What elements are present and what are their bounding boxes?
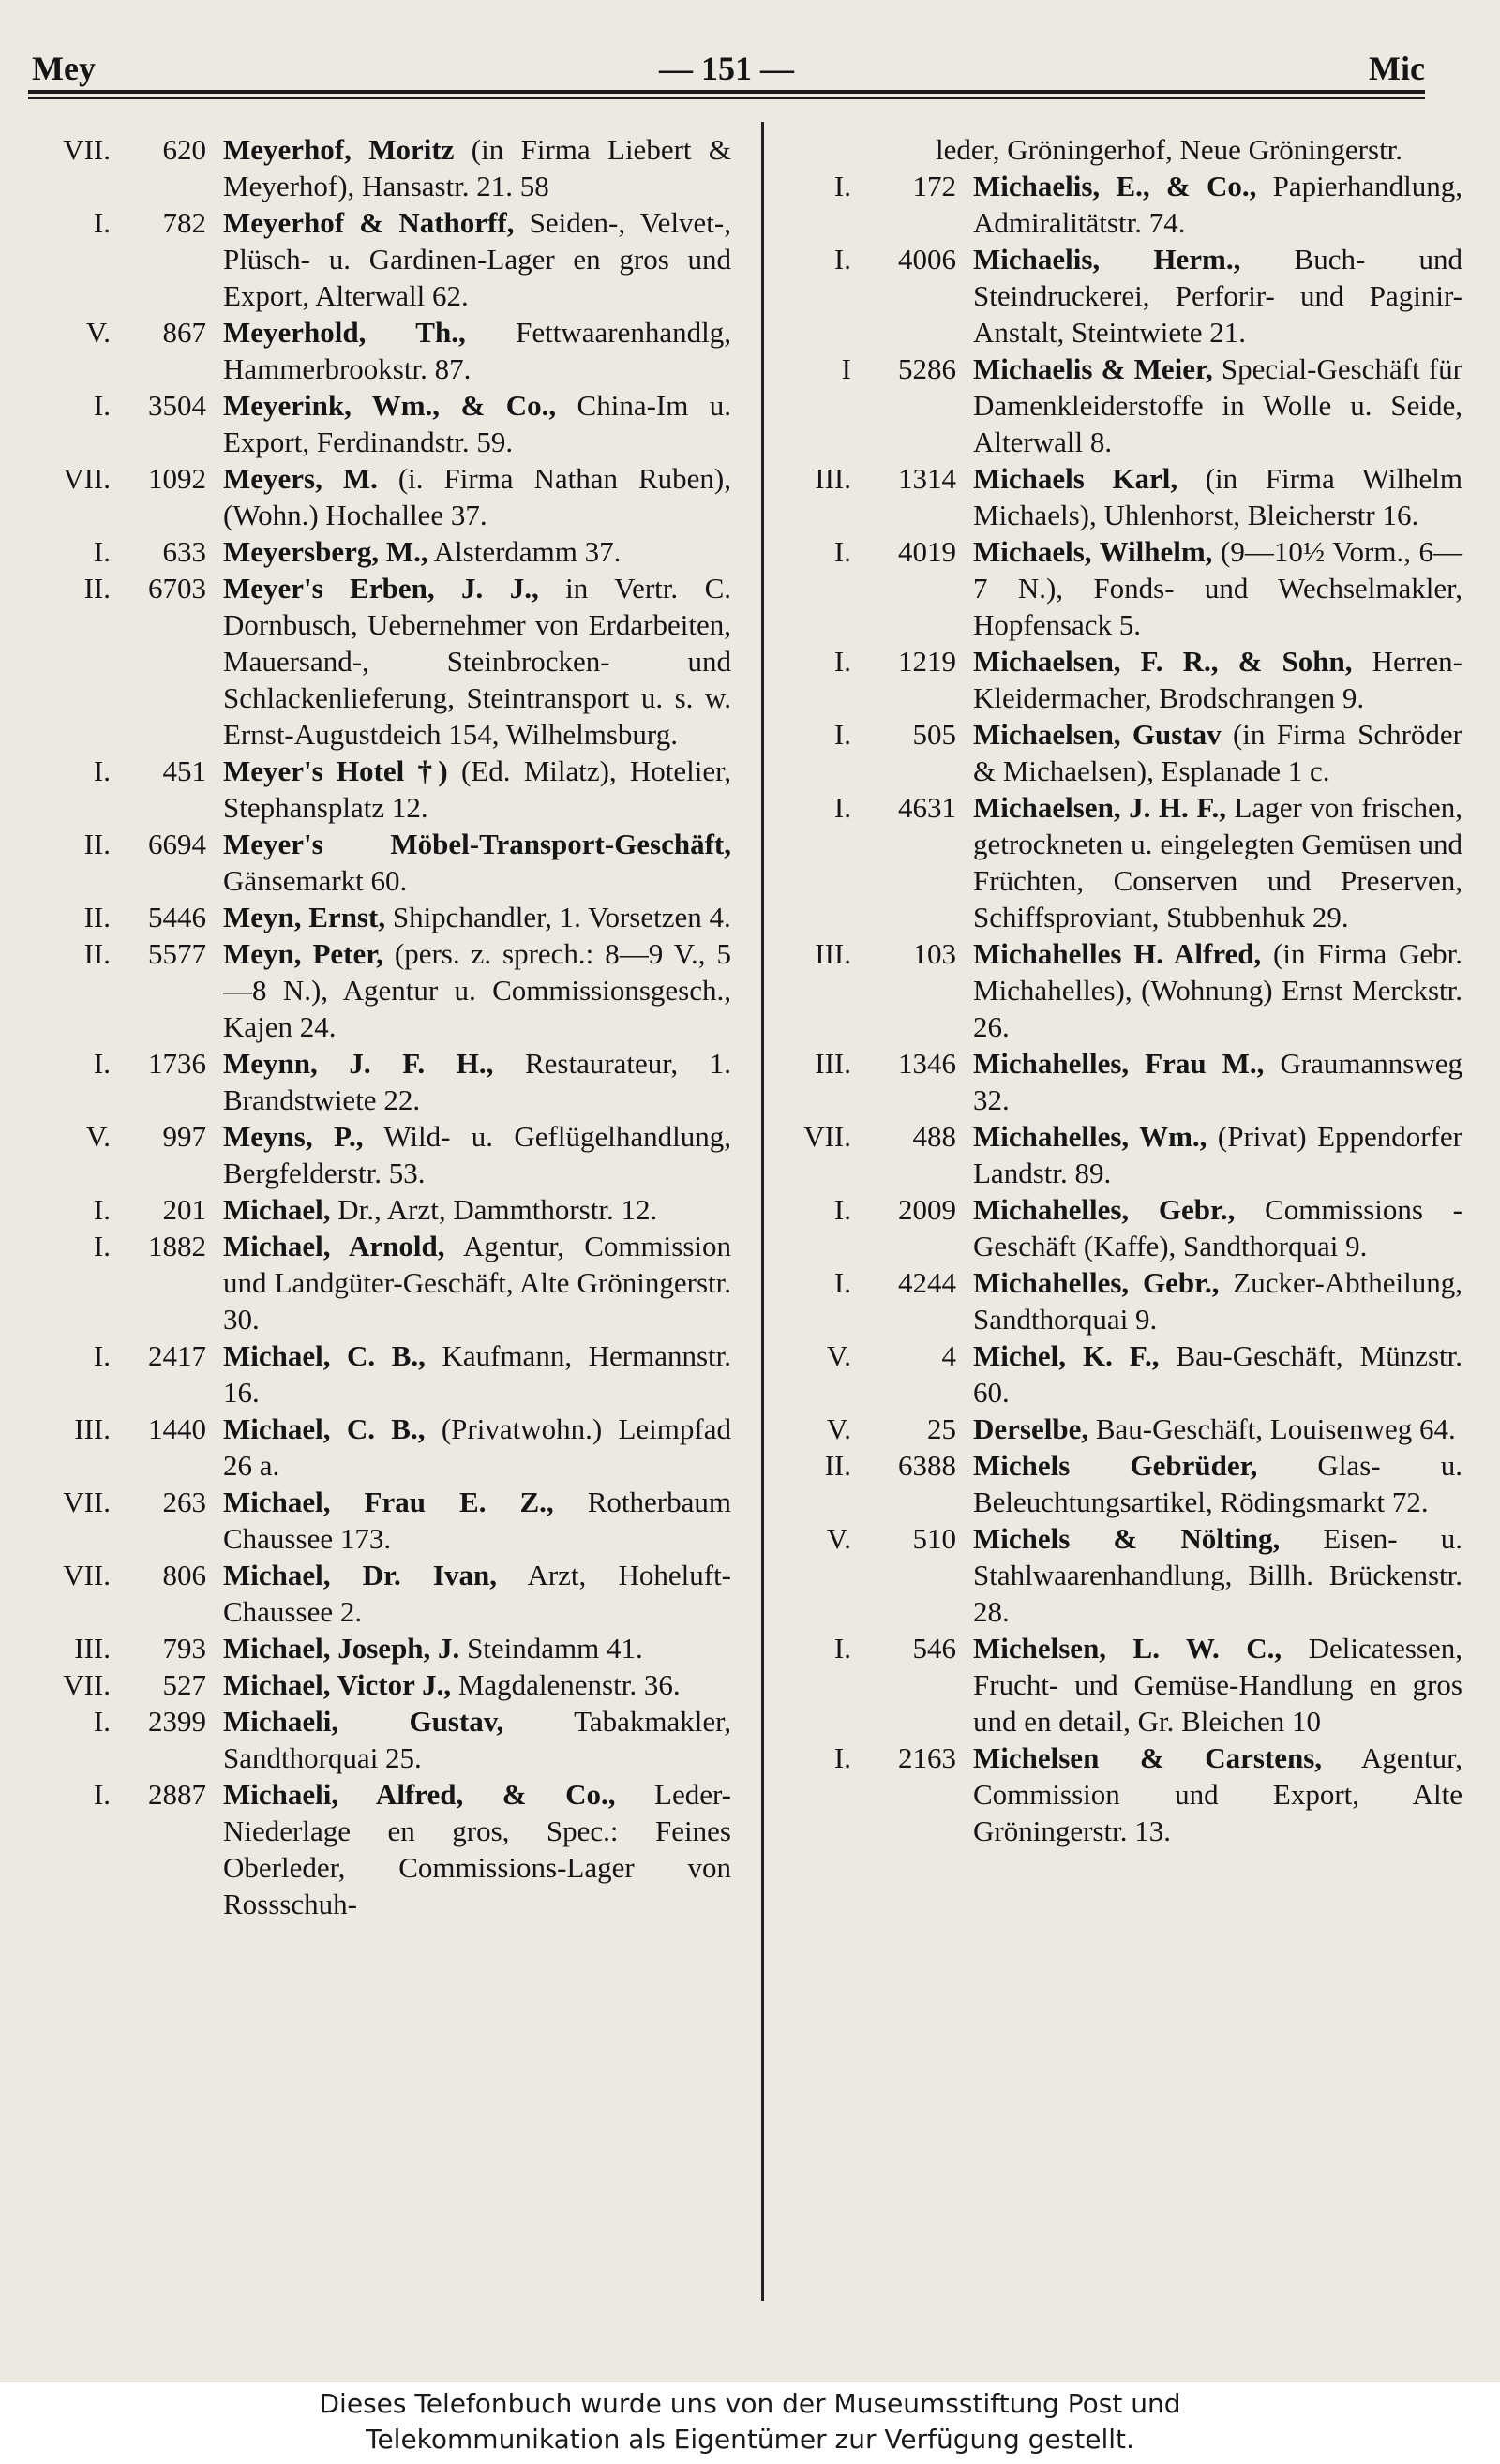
entry-phone-number: 1092 (148, 462, 206, 495)
directory-entry (26, 1666, 731, 1703)
entry-name: Michael, Arnold, (223, 1230, 445, 1262)
entry-text (223, 935, 731, 1045)
entry-district: III. (74, 1632, 111, 1665)
entry-name: Meyer's Hotel †) (223, 754, 448, 787)
entry-name: Meyer's Möbel-Transport-Geschäft, (223, 828, 731, 860)
directory-entry (26, 1118, 731, 1191)
entry-phone-number: 510 (912, 1522, 956, 1555)
entry-name: Michaelsen, Gustav (973, 718, 1222, 751)
entry-name: Michelsen, L. W. C., (973, 1632, 1282, 1665)
entry-district: I. (833, 170, 851, 202)
directory-entry (26, 753, 731, 826)
entry-text (973, 1411, 1462, 1447)
entry-phone-number: 4019 (898, 535, 956, 568)
entry-text (223, 1776, 731, 1922)
entry-name: Meyerhold, Th., (223, 316, 466, 349)
entry-district: II. (83, 572, 111, 605)
entry-name: Michaeli, Gustav, (223, 1705, 504, 1738)
entry-details: Rotherbaum Chaussee 173. (223, 1486, 731, 1555)
entry-district: I. (833, 1193, 851, 1226)
entry-text (973, 460, 1462, 533)
page-header (28, 41, 1425, 94)
entry-phone-number: 620 (162, 133, 206, 166)
entry-text (973, 1337, 1462, 1411)
entry-phone-number: 782 (162, 206, 206, 239)
entry-district: I. (93, 754, 111, 787)
entry-text (973, 1520, 1462, 1630)
entry-district: V. (826, 1412, 851, 1445)
entry-phone-number: 263 (162, 1486, 206, 1518)
entry-details: (pers. z. sprech.: 8—9 V., 5—8 N.), Agentur u. Commissionsgesch., Kajen 24. (223, 937, 731, 1043)
directory-entry (26, 826, 731, 899)
entry-details: Eisen- u. Stahlwaarenhandlung, Billh. Brückenstr. 28. (973, 1522, 1462, 1628)
entry-text (223, 1703, 731, 1776)
directory-entry (778, 1264, 1462, 1337)
entry-phone-number: 172 (912, 170, 956, 202)
entry-details: (Privatwohn.) Leimpfad 26 a. (223, 1412, 731, 1482)
entry-details: Tabakmakler, Sandthorquai 25. (223, 1705, 732, 1774)
entry-name: Meyer's Erben, J. J., (223, 572, 539, 605)
entry-phone-number: 1882 (148, 1230, 206, 1262)
entry-name: Michahelles, Gebr., (973, 1266, 1220, 1299)
entry-name: Michael, Victor J., (223, 1668, 452, 1701)
entry-district: V. (85, 316, 111, 349)
entry-name: Michel, K. F., (973, 1339, 1160, 1372)
entry-phone-number: 2399 (148, 1705, 206, 1738)
entry-district: VII. (803, 1120, 851, 1153)
entry-text (223, 204, 731, 314)
entry-details: Commissions - Geschäft (Kaffe), Sandthorquai 9. (973, 1193, 1462, 1262)
entry-name: Derselbe, (973, 1412, 1089, 1445)
entry-district: I. (833, 1632, 851, 1665)
entry-details: Agentur, Commission und Export, Alte Gröningerstr. 13. (973, 1741, 1462, 1847)
entry-text (973, 351, 1462, 460)
entry-details: Gänsemarkt 60. (223, 864, 408, 897)
entry-text (223, 1557, 731, 1630)
entry-text (223, 899, 731, 935)
entry-name: Michael, Frau E. Z., (223, 1486, 554, 1518)
entry-name: Meyerhof, Moritz (223, 133, 455, 166)
entry-phone-number: 997 (162, 1120, 206, 1153)
entry-text (223, 460, 731, 533)
directory-entry (778, 935, 1462, 1045)
entry-text (223, 1118, 731, 1191)
column-divider (761, 122, 764, 2301)
entry-district: I. (833, 243, 851, 276)
entry-details: Zucker-Abtheilung, Sandthorquai 9. (973, 1266, 1463, 1336)
entry-name: Michaelis, E., & Co., (973, 170, 1257, 202)
entry-text (223, 1228, 731, 1337)
entry-phone-number: 806 (162, 1559, 206, 1591)
entry-details: Alsterdamm 37. (428, 535, 622, 568)
entry-phone-number: 867 (162, 316, 206, 349)
entry-phone-number: 201 (162, 1193, 206, 1226)
entry-details: (in Firma Gebr. Michahelles), (Wohnung) Ernst Merckstr. 26. (973, 937, 1462, 1043)
entry-phone-number: 4631 (898, 791, 956, 824)
entry-details: Dr., Arzt, Dammthorstr. 12. (330, 1193, 658, 1226)
entry-details: Glas- u. Beleuchtungsartikel, Rödingsmarkt 72. (973, 1449, 1462, 1518)
entry-text (973, 1630, 1462, 1740)
entry-details: Shipchandler, 1. Vorsetzen 4. (385, 901, 731, 933)
entry-details: Seiden-, Velvet-, Plüsch- u. Gardinen-Lager en gros und Export, Alterwall 62. (223, 206, 731, 312)
directory-entry (26, 533, 731, 570)
entry-district: VII. (63, 1486, 111, 1518)
header-left-keyword: Mey (32, 50, 96, 87)
entry-text (223, 1045, 731, 1118)
entry-name: Michaelis, Herm., (973, 243, 1241, 276)
entry-text (973, 1447, 1462, 1520)
directory-entry (26, 1337, 731, 1411)
entry-details: (Ed. Milatz), Hotelier, Stephansplatz 12. (223, 754, 731, 824)
continued-entry-text: leder, Gröningerhof, Neue Gröningerstr. (936, 133, 1403, 166)
entry-name: Michael, Dr. Ivan, (223, 1559, 497, 1591)
entry-name: Michael, C. B., (223, 1412, 426, 1445)
entry-name: Michahelles, Wm., (973, 1120, 1208, 1153)
directory-entry (26, 1630, 731, 1666)
entry-details: Graumannsweg 32. (973, 1047, 1462, 1116)
directory-entry (26, 1045, 731, 1118)
entry-district: I. (833, 1741, 851, 1774)
directory-entry (26, 314, 731, 387)
entry-text (223, 570, 731, 753)
entry-text (223, 753, 731, 826)
entry-name: Michaelis & Meier, (973, 352, 1213, 385)
entry-phone-number: 1219 (898, 645, 956, 678)
entry-details: Bau-Geschäft, Louisenweg 64. (1088, 1412, 1456, 1445)
entry-phone-number: 6703 (148, 572, 206, 605)
entry-text (223, 387, 731, 460)
entry-details: (in Firma Wilhelm Michaels), Uhlenhorst, Bleicherstr 16. (973, 462, 1463, 531)
entry-district: III. (74, 1412, 111, 1445)
entry-district: I. (833, 645, 851, 678)
entry-district: I. (833, 718, 851, 751)
directory-entry (26, 899, 731, 935)
entry-details: Delicatessen, Frucht- und Gemüse-Handlung en gros und en detail, Gr. Bleichen 10 (973, 1632, 1462, 1738)
entry-name: Michahelles, Gebr., (973, 1193, 1236, 1226)
entry-name: Michelsen & Carstens, (973, 1741, 1323, 1774)
entry-details: Wild- u. Geflügelhandlung, Bergfelderstr. 53. (223, 1120, 731, 1189)
entry-name: Michahelles, Frau M., (973, 1047, 1265, 1080)
directory-entry (778, 1520, 1462, 1630)
entry-details: Papierhandlung, Admiralitätstr. 74. (973, 170, 1462, 239)
entry-district: II. (824, 1449, 851, 1482)
entry-text (223, 131, 731, 204)
footer-line-2: Telekommunikation als Eigentümer zur Verfügung gestellt. (366, 2424, 1134, 2455)
left-column (26, 131, 731, 1922)
entry-name: Michels & Nölting, (973, 1522, 1281, 1555)
entry-district: I. (833, 1266, 851, 1299)
entry-district: I. (93, 1230, 111, 1262)
entry-name: Meyn, Ernst, (223, 901, 386, 933)
entry-name: Meyerhof & Nathorff, (223, 206, 515, 239)
entry-details: (i. Firma Nathan Ruben), (Wohn.) Hochallee 37. (223, 462, 731, 531)
header-right-keyword: Mic (1369, 50, 1425, 87)
entry-details: Lager von frischen, getrockneten u. eingelegten Gemüsen und Früchten, Conserven und Preserven, Schiffsproviant, Stubbenhuk 29. (973, 791, 1463, 933)
entry-details: Herren-Kleidermacher, Brodschrangen 9. (973, 645, 1462, 714)
entry-name: Michaeli, Alfred, & Co., (223, 1778, 616, 1811)
entry-district: I. (93, 1047, 111, 1080)
entry-name: Meynn, J. F. H., (223, 1047, 494, 1080)
entry-phone-number: 25 (927, 1412, 956, 1445)
entry-name: Meyersberg, M., (223, 535, 428, 568)
directory-entry (778, 716, 1462, 789)
entry-district: V. (85, 1120, 111, 1153)
entry-text (973, 1740, 1462, 1849)
directory-entry (778, 1337, 1462, 1411)
entry-name: Meyns, P., (223, 1120, 364, 1153)
directory-entry (26, 570, 731, 753)
entry-phone-number: 488 (912, 1120, 956, 1153)
entry-text (973, 935, 1462, 1045)
entry-district: VII. (63, 1559, 111, 1591)
entry-text (973, 789, 1462, 935)
entry-text (973, 1191, 1462, 1264)
entry-phone-number: 527 (162, 1668, 206, 1701)
directory-entry (26, 935, 731, 1045)
header-rule (28, 90, 1425, 94)
entry-details: Steindamm 41. (459, 1632, 643, 1665)
entry-text (223, 533, 731, 570)
directory-entry (26, 131, 731, 204)
directory-entry (26, 1703, 731, 1776)
entry-phone-number: 793 (162, 1632, 206, 1665)
directory-entry (778, 1191, 1462, 1264)
directory-entry (26, 1228, 731, 1337)
entry-name: Michahelles H. Alfred, (973, 937, 1262, 970)
entry-name: Meyn, Peter, (223, 937, 383, 970)
entry-phone-number: 1314 (898, 462, 956, 495)
directory-entry (26, 204, 731, 314)
entry-text (223, 1411, 731, 1484)
entry-district: I. (93, 1339, 111, 1372)
entry-phone-number: 451 (162, 754, 206, 787)
directory-entry (778, 643, 1462, 716)
entry-details: Bau-Geschäft, Münzstr. 60. (973, 1339, 1462, 1409)
entry-name: Michael, C. B., (223, 1339, 426, 1372)
entry-details: Arzt, Hoheluft-Chaussee 2. (223, 1559, 731, 1628)
entry-name: Meyers, M. (223, 462, 378, 495)
entry-phone-number: 2009 (898, 1193, 956, 1226)
entry-details: Special-Geschäft für Damenkleiderstoffe in Wolle u. Seide, Alterwall 8. (973, 352, 1462, 458)
entry-name: Michaelsen, J. H. F., (973, 791, 1226, 824)
entry-details: in Vertr. C. Dornbusch, Uebernehmer von Erdarbeiten, Mauersand-, Steinbrocken- und Schlackenlieferung, Steintransport u. s. w. Ernst-Augustdeich 154, Wilhelmsburg. (223, 572, 731, 751)
footer-line-1: Dieses Telefonbuch wurde uns von der Museumsstiftung Post und (319, 2388, 1181, 2419)
entry-phone-number: 4244 (898, 1266, 956, 1299)
entry-phone-number: 103 (912, 937, 956, 970)
entry-phone-number: 1346 (898, 1047, 956, 1080)
entry-details: China-Im u. Export, Ferdinandstr. 59. (223, 389, 731, 458)
entry-details: (Privat) Eppendorfer Landstr. 89. (973, 1120, 1462, 1189)
entry-name: Michaelsen, F. R., & Sohn, (973, 645, 1353, 678)
entry-phone-number: 5446 (148, 901, 206, 933)
entry-district: I. (93, 1705, 111, 1738)
entry-details: (9—10½ Vorm., 6—7 N.), Fonds- und Wechselmakler, Hopfensack 5. (973, 535, 1463, 641)
directory-entry (26, 1557, 731, 1630)
directory-entry (778, 1630, 1462, 1740)
entry-phone-number: 5577 (148, 937, 206, 970)
entry-phone-number: 4 (941, 1339, 956, 1372)
directory-entry (778, 1411, 1462, 1447)
entry-district: I. (93, 389, 111, 422)
entry-name: Michael, Joseph, J. (223, 1632, 460, 1665)
entry-phone-number: 2163 (898, 1741, 956, 1774)
entry-name: Michaels Karl, (973, 462, 1178, 495)
entry-text (973, 716, 1462, 789)
directory-entry (778, 789, 1462, 935)
entry-text (973, 241, 1462, 351)
entry-district: II. (83, 937, 111, 970)
entry-district: I. (93, 535, 111, 568)
entry-text (223, 826, 731, 899)
entry-district: I. (93, 206, 111, 239)
entry-phone-number: 505 (912, 718, 956, 751)
entry-district: II. (83, 901, 111, 933)
entry-text (223, 1484, 731, 1557)
entry-name: Michaels, Wilhelm, (973, 535, 1213, 568)
directory-entry (778, 351, 1462, 460)
entry-district: I. (93, 1778, 111, 1811)
directory-entry (778, 460, 1462, 533)
entry-name: Meyerink, Wm., & Co., (223, 389, 557, 422)
entry-details: (in Firma Liebert & Meyerhof), Hansastr. 21. 58 (223, 133, 731, 202)
entry-text (973, 168, 1462, 241)
directory-entry (26, 1191, 731, 1228)
entry-name: Michels Gebrüder, (973, 1449, 1258, 1482)
entry-phone-number: 546 (912, 1632, 956, 1665)
entry-district: I (841, 352, 851, 385)
entry-text (223, 1630, 731, 1666)
entry-phone-number: 633 (162, 535, 206, 568)
entry-phone-number: 6388 (898, 1449, 956, 1482)
directory-entry (778, 1118, 1462, 1191)
entry-details: Fettwaarenhandlg, Hammerbrookstr. 87. (223, 316, 731, 385)
directory-entry (26, 1484, 731, 1557)
directory-entry (778, 1740, 1462, 1849)
directory-entry (778, 241, 1462, 351)
entry-text (223, 314, 731, 387)
directory-entry (26, 387, 731, 460)
entry-details: Restaurateur, 1. Brandstwiete 22. (223, 1047, 731, 1116)
entry-phone-number: 2887 (148, 1778, 206, 1811)
directory-entry (778, 533, 1462, 643)
entry-phone-number: 1736 (148, 1047, 206, 1080)
entry-phone-number: 4006 (898, 243, 956, 276)
entry-name: Michael, (223, 1193, 331, 1226)
entry-phone-number: 6694 (148, 828, 206, 860)
footer-notice (0, 2382, 1500, 2464)
entry-text (973, 533, 1462, 643)
directory-entry (26, 1411, 731, 1484)
entry-district: I. (833, 535, 851, 568)
entry-district: II. (83, 828, 111, 860)
entry-district: VII. (63, 1668, 111, 1701)
header-rule-thin (28, 97, 1425, 99)
entry-text (223, 1191, 731, 1228)
directory-entry (778, 1447, 1462, 1520)
entry-district: VII. (63, 133, 111, 166)
entry-text (223, 1337, 731, 1411)
entry-text (223, 1666, 731, 1703)
entry-details: Leder-Niederlage en gros, Spec.: Feines Oberleder, Commissions-Lager von Rossschuh- (223, 1778, 731, 1920)
entry-text (973, 1045, 1462, 1118)
entry-details: Kaufmann, Hermannstr. 16. (223, 1339, 731, 1409)
entry-details: Agentur, Commission und Landgüter-Geschäft, Alte Gröningerstr. 30. (223, 1230, 731, 1336)
entry-details: Magdalenenstr. 36. (451, 1668, 681, 1701)
entry-district: VII. (63, 462, 111, 495)
entry-district: I. (93, 1193, 111, 1226)
entry-phone-number: 3504 (148, 389, 206, 422)
entry-text (973, 1118, 1462, 1191)
entry-phone-number: 1440 (148, 1412, 206, 1445)
directory-entry (26, 460, 731, 533)
entry-district: III. (815, 1047, 851, 1080)
entry-phone-number: 5286 (898, 352, 956, 385)
entry-details: Buch- und Steindruckerei, Perforir- und Paginir-Anstalt, Steintwiete 21. (973, 243, 1462, 349)
entry-text (973, 643, 1462, 716)
directory-entry (778, 168, 1462, 241)
entry-district: V. (826, 1522, 851, 1555)
entry-district: III. (815, 937, 851, 970)
entry-district: III. (815, 462, 851, 495)
entry-text (973, 1264, 1462, 1337)
right-column (778, 131, 1462, 1849)
directory-entry (778, 1045, 1462, 1118)
entry-district: I. (833, 791, 851, 824)
page-number: — 151 — (659, 50, 794, 87)
entry-district: V. (826, 1339, 851, 1372)
entry-phone-number: 2417 (148, 1339, 206, 1372)
entry-details: (in Firma Schröder & Michaelsen), Esplanade 1 c. (973, 718, 1462, 787)
directory-entry (26, 1776, 731, 1922)
